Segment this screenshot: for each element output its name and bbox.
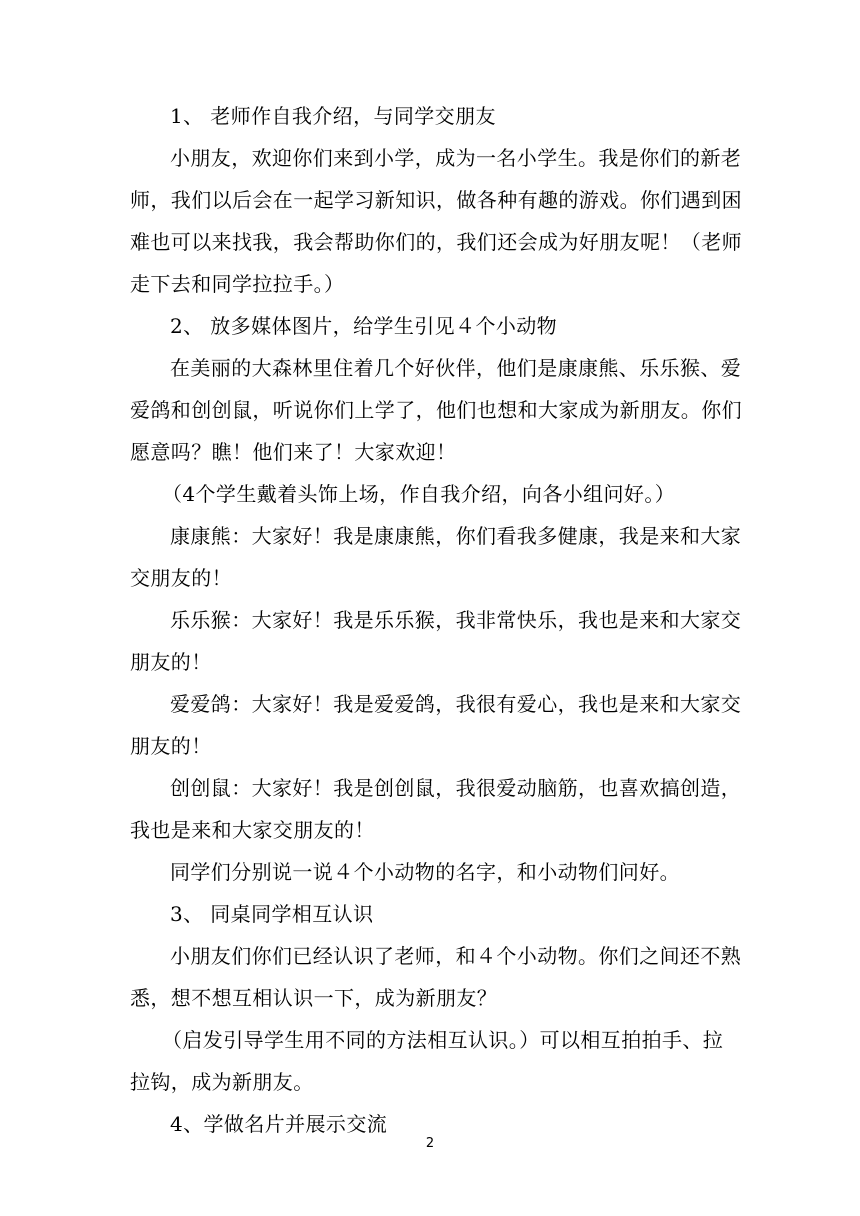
paragraph-line: 难也可以来找我，我会帮助你们的，我们还会成为好朋友呢！（老师 — [130, 230, 742, 254]
heading-3: 3、 同桌同学相互认识 — [170, 902, 374, 926]
paragraph-line: 我也是来和大家交朋友的！ — [130, 818, 375, 842]
paragraph-line: 康康熊：大家好！我是康康熊，你们看我多健康，我是来和大家 — [170, 524, 742, 548]
paragraph-line: 朋友的！ — [130, 734, 212, 758]
paragraph-line: 朋友的！ — [130, 650, 212, 674]
paragraph-line: 拉钩，成为新朋友。 — [130, 1070, 314, 1094]
paragraph-line: 创创鼠：大家好！我是创创鼠，我很爱动脑筋，也喜欢搞创造， — [170, 776, 742, 800]
paragraph-line: 走下去和同学拉拉手。） — [130, 272, 345, 296]
paragraph-line: 悉，想不想互相认识一下，成为新朋友？ — [130, 986, 498, 1010]
paragraph-line: （4个学生戴着头饰上场，作自我介绍，向各小组问好。） — [162, 482, 676, 506]
paragraph-line: 小朋友，欢迎你们来到小学，成为一名小学生。我是你们的新老 — [170, 146, 742, 170]
paragraph-line: 交朋友的！ — [130, 566, 232, 590]
paragraph-line: （启发引导学生用不同的方法相互认识。）可以相互拍拍手、拉 — [162, 1028, 724, 1052]
paragraph-line: 在美丽的大森林里住着几个好伙伴，他们是康康熊、乐乐猴、爱 — [170, 356, 742, 380]
paragraph-line: 愿意吗？瞧！他们来了！大家欢迎！ — [130, 440, 457, 464]
paragraph-line: 乐乐猴：大家好！我是乐乐猴，我非常快乐，我也是来和大家交 — [170, 608, 742, 632]
heading-2: 2、 放多媒体图片，给学生引见４个小动物 — [170, 314, 558, 338]
heading-1: 1、 老师作自我介绍，与同学交朋友 — [170, 104, 496, 128]
paragraph-line: 师，我们以后会在一起学习新知识，做各种有趣的游戏。你们遇到困 — [130, 188, 742, 212]
paragraph-line: 同学们分别说一说４个小动物的名字，和小动物们问好。 — [170, 860, 680, 884]
paragraph-line: 爱鸽和创创鼠，听说你们上学了，他们也想和大家成为新朋友。你们 — [130, 398, 742, 422]
paragraph-line: 小朋友们你们已经认识了老师，和４个小动物。你们之间还不熟 — [170, 944, 742, 968]
paragraph-line: 爱爱鸽：大家好！我是爱爱鸽，我很有爱心，我也是来和大家交 — [170, 692, 742, 716]
page-number: 2 — [425, 1136, 435, 1151]
heading-4: 4、学做名片并展示交流 — [170, 1112, 388, 1136]
